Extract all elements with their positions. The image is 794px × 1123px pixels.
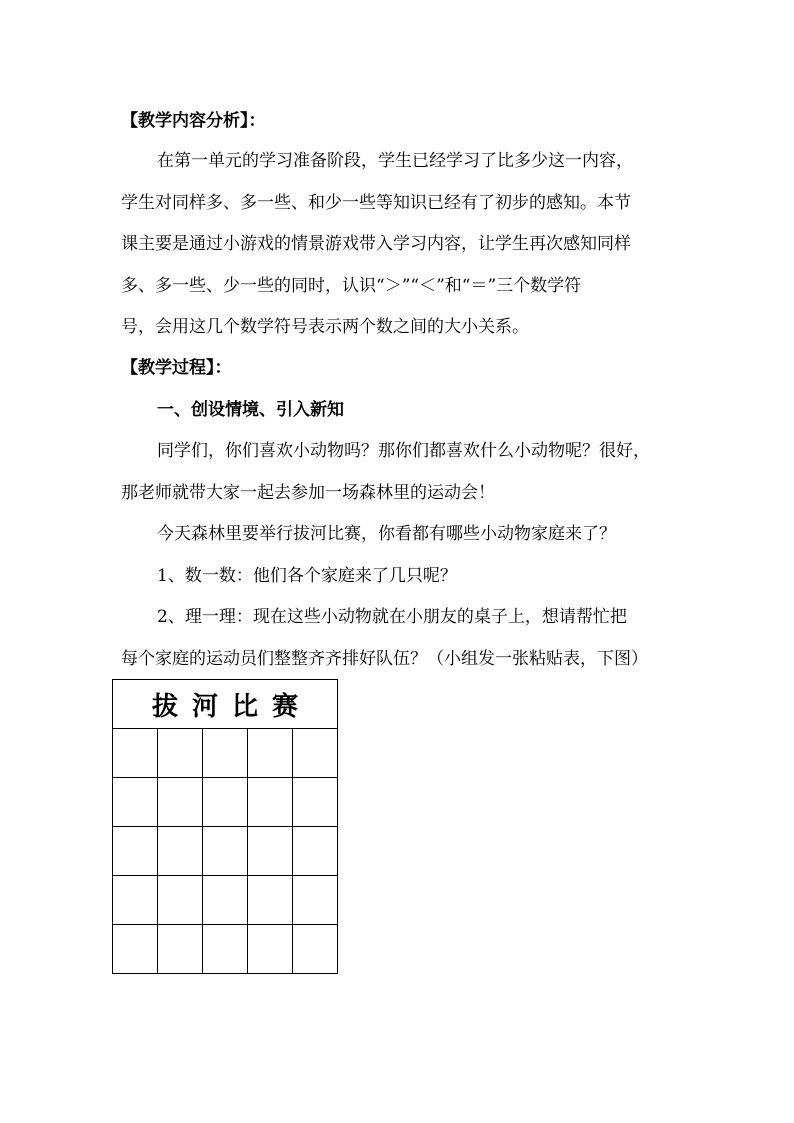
table-cell[interactable] — [113, 925, 158, 974]
table-cell[interactable] — [248, 925, 293, 974]
table-cell[interactable] — [158, 827, 203, 876]
table-row — [113, 729, 338, 778]
table-cell[interactable] — [293, 778, 338, 827]
table-cell[interactable] — [158, 925, 203, 974]
table-cell[interactable] — [293, 729, 338, 778]
table-cell[interactable] — [293, 827, 338, 876]
table-cell[interactable] — [203, 876, 248, 925]
table-cell[interactable] — [203, 729, 248, 778]
analysis-line-5: 号，会用这几个数学符号表示两个数之间的大小关系。 — [121, 317, 529, 337]
process-line-6: 每个家庭的运动员们整整齐齐排好队伍？（小组发一张粘贴表，下图） — [121, 649, 648, 669]
analysis-line-4: 多、多一些、少一些的同时，认识“＞”“＜”和“＝”三个数学符 — [121, 276, 582, 296]
table-row — [113, 925, 338, 974]
analysis-line-1: 在第一单元的学习准备阶段，学生已经学习了比多少这一内容， — [157, 151, 633, 171]
table-cell[interactable] — [113, 729, 158, 778]
table-cell[interactable] — [203, 827, 248, 876]
table-title-row — [113, 680, 338, 729]
process-line-5: 2、理一理：现在这些小动物就在小朋友的桌子上，想请帮忙把 — [157, 607, 627, 627]
process-line-3: 今天森林里要举行拔河比赛，你看都有哪些小动物家庭来了？ — [157, 524, 616, 544]
table-cell[interactable] — [113, 827, 158, 876]
table-cell[interactable] — [293, 876, 338, 925]
table-cell[interactable] — [248, 827, 293, 876]
table-cell[interactable] — [113, 778, 158, 827]
process-heading: 【教学过程】： — [121, 358, 232, 378]
process-line-4: 1、数一数：他们各个家庭来了几只呢？ — [157, 566, 457, 586]
table-row — [113, 778, 338, 827]
process-line-1: 同学们，你们喜欢小动物吗？那你们都喜欢什么小动物呢？很好， — [157, 441, 650, 461]
table-cell[interactable] — [158, 778, 203, 827]
table-cell[interactable] — [158, 729, 203, 778]
table-cell[interactable] — [248, 729, 293, 778]
table-cell[interactable] — [203, 925, 248, 974]
analysis-line-2: 学生对同样多、多一些、和少一些等知识已经有了初步的感知。本节 — [121, 193, 631, 213]
table-cell[interactable] — [158, 876, 203, 925]
process-line-2: 那老师就带大家一起去参加一场森林里的运动会！ — [121, 483, 495, 503]
tug-of-war-table — [112, 679, 338, 974]
table-cell[interactable] — [293, 925, 338, 974]
table-cell[interactable] — [248, 778, 293, 827]
table-row — [113, 876, 338, 925]
table-cell[interactable] — [203, 778, 248, 827]
table-cell[interactable] — [113, 876, 158, 925]
table-title: 拔河比赛 — [113, 680, 338, 729]
analysis-heading: 【教学内容分析】： — [121, 111, 266, 131]
step1-heading: 一、创设情境、引入新知 — [157, 400, 344, 420]
analysis-line-3: 课主要是通过小游戏的情景游戏带入学习内容，让学生再次感知同样 — [121, 234, 631, 254]
table-row — [113, 827, 338, 876]
table-cell[interactable] — [248, 876, 293, 925]
